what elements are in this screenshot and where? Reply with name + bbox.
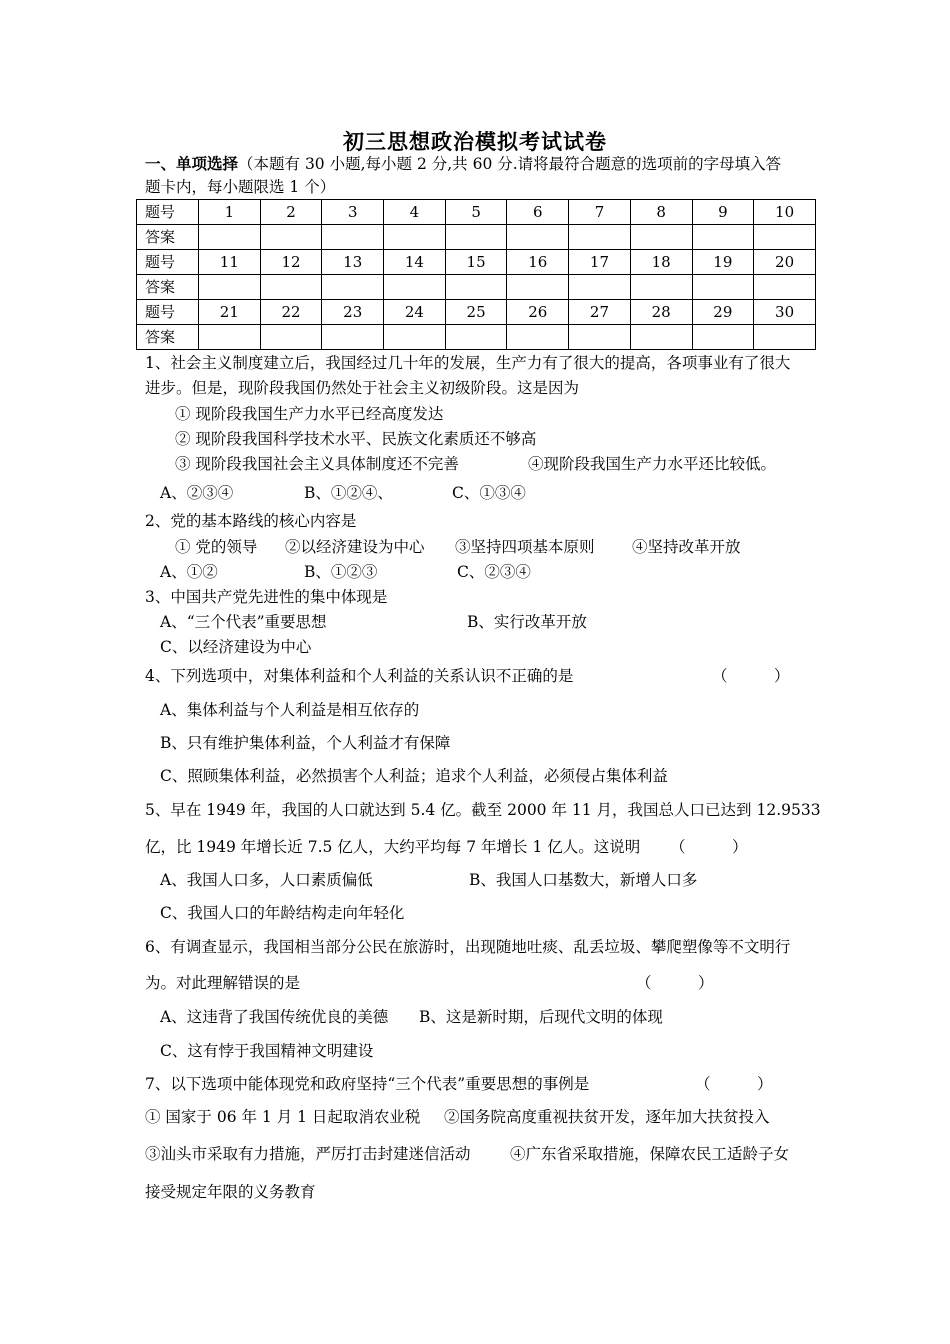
- q7-item-4-cont: 接受规定年限的义务教育: [145, 1183, 316, 1201]
- q4-answer-parentheses: （ ）: [712, 667, 790, 685]
- q2-stem: 2、党的基本路线的核心内容是: [145, 512, 357, 530]
- answer-cell[interactable]: [754, 275, 816, 300]
- q4-option-c: C、照顾集体利益，必然损害个人利益；追求个人利益，必须侵占集体利益: [160, 767, 668, 785]
- q2-item-3: ③坚持四项基本原则: [455, 538, 595, 556]
- answer-cell[interactable]: [569, 275, 631, 300]
- question-number-cell: 21: [199, 300, 261, 325]
- q5-option-b: B、我国人口基数大，新增人口多: [469, 871, 698, 889]
- q1-option-b: B、①②④、: [304, 484, 393, 502]
- answer-cell[interactable]: [754, 225, 816, 250]
- answer-table-answer-row: [137, 275, 816, 300]
- question-number-cell: 26: [507, 300, 569, 325]
- row-label-answer: 答案: [137, 275, 199, 300]
- answer-cell[interactable]: [260, 225, 322, 250]
- q1-stem-1: 1、社会主义制度建立后，我国经过几十年的发展，生产力有了很大的提高，各项事业有了很大: [145, 354, 791, 372]
- q4-option-a: A、集体利益与个人利益是相互依存的: [160, 701, 420, 719]
- q2-item-2: ②以经济建设为中心: [285, 538, 425, 556]
- answer-cell[interactable]: [199, 225, 261, 250]
- q7-item-1: ① 国家于 06 年 1 月 1 日起取消农业税: [145, 1108, 421, 1126]
- answer-cell[interactable]: [199, 325, 261, 350]
- question-number-cell: 19: [692, 250, 754, 275]
- section1-instruction-1: （本题有 30 小题,每小题 2 分,共 60 分.请将最符合题意的选项前的字母填入答: [238, 155, 782, 173]
- answer-cell[interactable]: [630, 275, 692, 300]
- q2-option-b: B、①②③: [304, 563, 378, 581]
- question-number-cell: 10: [754, 200, 816, 225]
- answer-cell[interactable]: [384, 325, 446, 350]
- q1-item-2: ② 现阶段我国科学技术水平、民族文化素质还不够高: [175, 430, 537, 448]
- q6-stem-1: 6、有调查显示，我国相当部分公民在旅游时，出现随地吐痰、乱丢垃圾、攀爬塑像等不文明行: [145, 938, 791, 956]
- answer-cell[interactable]: [384, 225, 446, 250]
- answer-cell[interactable]: [322, 225, 384, 250]
- q1-item-3: ③ 现阶段我国社会主义具体制度还不完善: [175, 455, 459, 473]
- answer-cell[interactable]: [507, 325, 569, 350]
- section1-heading: 一、单项选择: [145, 154, 239, 173]
- question-number-cell: 13: [322, 250, 384, 275]
- answer-table-answer-row: [137, 225, 816, 250]
- row-label-question-number: 题号: [137, 300, 199, 325]
- question-number-cell: 15: [445, 250, 507, 275]
- answer-cell[interactable]: [569, 225, 631, 250]
- q1-stem-2: 进步。但是，现阶段我国仍然处于社会主义初级阶段。这是因为: [145, 379, 580, 397]
- q6-answer-parentheses: （ ）: [636, 974, 714, 992]
- question-number-cell: 29: [692, 300, 754, 325]
- question-number-cell: 17: [569, 250, 631, 275]
- answer-table-number-row: [137, 250, 816, 275]
- answer-cell[interactable]: [445, 225, 507, 250]
- question-number-cell: 5: [445, 200, 507, 225]
- q2-option-c: C、②③④: [457, 563, 531, 581]
- q1-item-1: ① 现阶段我国生产力水平已经高度发达: [175, 405, 444, 423]
- question-number-cell: 28: [630, 300, 692, 325]
- question-number-cell: 1: [199, 200, 261, 225]
- q4-option-b: B、只有维护集体利益，个人利益才有保障: [160, 734, 451, 752]
- page-title: 初三思想政治模拟考试试卷: [343, 129, 607, 154]
- q4-stem: 4、下列选项中，对集体利益和个人利益的关系认识不正确的是: [145, 667, 574, 685]
- q6-option-b: B、这是新时期，后现代文明的体现: [419, 1008, 663, 1026]
- answer-table-number-row: [137, 200, 816, 225]
- question-number-cell: 3: [322, 200, 384, 225]
- answer-cell[interactable]: [569, 325, 631, 350]
- q7-item-2: ②国务院高度重视扶贫开发，逐年加大扶贫投入: [444, 1108, 770, 1126]
- answer-table: [136, 199, 816, 350]
- question-number-cell: 9: [692, 200, 754, 225]
- question-number-cell: 30: [754, 300, 816, 325]
- question-number-cell: 8: [630, 200, 692, 225]
- q5-stem-2: 亿，比 1949 年增长近 7.5 亿人，大约平均每 7 年增长 1 亿人。这说明: [145, 838, 641, 856]
- q6-stem-2: 为。对此理解错误的是: [145, 974, 301, 992]
- answer-cell[interactable]: [445, 325, 507, 350]
- answer-cell[interactable]: [260, 275, 322, 300]
- q1-item-4: ④现阶段我国生产力水平还比较低。: [528, 455, 777, 473]
- q2-item-1: ① 党的领导: [175, 538, 258, 556]
- answer-cell[interactable]: [692, 325, 754, 350]
- question-number-cell: 6: [507, 200, 569, 225]
- q5-answer-parentheses: （ ）: [670, 838, 748, 856]
- q3-stem: 3、中国共产党先进性的集中体现是: [145, 588, 388, 606]
- q6-option-c: C、这有悖于我国精神文明建设: [160, 1042, 374, 1060]
- question-number-cell: 16: [507, 250, 569, 275]
- question-number-cell: 7: [569, 200, 631, 225]
- answer-cell[interactable]: [507, 275, 569, 300]
- section1-header: [145, 153, 781, 175]
- question-number-cell: 22: [260, 300, 322, 325]
- question-number-cell: 14: [384, 250, 446, 275]
- q7-stem: 7、以下选项中能体现党和政府坚持“三个代表”重要思想的事例是: [145, 1075, 590, 1093]
- question-number-cell: 11: [199, 250, 261, 275]
- question-number-cell: 24: [384, 300, 446, 325]
- question-number-cell: 18: [630, 250, 692, 275]
- q5-option-c: C、我国人口的年龄结构走向年轻化: [160, 904, 405, 922]
- answer-cell[interactable]: [507, 225, 569, 250]
- q1-option-a: A、②③④: [160, 484, 234, 502]
- answer-cell[interactable]: [692, 225, 754, 250]
- question-number-cell: 27: [569, 300, 631, 325]
- row-label-question-number: 题号: [137, 200, 199, 225]
- row-label-answer: 答案: [137, 225, 199, 250]
- q5-option-a: A、我国人口多，人口素质偏低: [160, 871, 373, 889]
- q7-item-3: ③汕头市采取有力措施，严厉打击封建迷信活动: [145, 1145, 471, 1163]
- q3-option-a: A、“三个代表”重要思想: [160, 613, 327, 631]
- q3-option-c: C、以经济建设为中心: [160, 638, 312, 656]
- question-number-cell: 2: [260, 200, 322, 225]
- question-number-cell: 23: [322, 300, 384, 325]
- q7-answer-parentheses: （ ）: [695, 1075, 773, 1093]
- answer-cell[interactable]: [630, 325, 692, 350]
- question-number-cell: 4: [384, 200, 446, 225]
- q2-option-a: A、①②: [160, 563, 218, 581]
- question-number-cell: 12: [260, 250, 322, 275]
- answer-cell[interactable]: [754, 325, 816, 350]
- section1-instruction-2: 题卡内，每小题限选 1 个）: [145, 178, 336, 196]
- answer-cell[interactable]: [384, 275, 446, 300]
- q7-item-4: ④广东省采取措施，保障农民工适龄子女: [510, 1145, 790, 1163]
- row-label-answer: 答案: [137, 325, 199, 350]
- question-number-cell: 20: [754, 250, 816, 275]
- answer-table-answer-row: [137, 325, 816, 350]
- question-number-cell: 25: [445, 300, 507, 325]
- answer-table-number-row: [137, 300, 816, 325]
- q1-option-c: C、①③④: [452, 484, 526, 502]
- q6-option-a: A、这违背了我国传统优良的美德: [160, 1008, 389, 1026]
- q2-item-4: ④坚持改革开放: [632, 538, 741, 556]
- q3-option-b: B、实行改革开放: [467, 613, 587, 631]
- answer-cell[interactable]: [692, 275, 754, 300]
- answer-cell[interactable]: [199, 275, 261, 300]
- q5-stem-1: 5、早在 1949 年，我国的人口就达到 5.4 亿。截至 2000 年 11 月，我国总人口已达到 12.9533: [145, 801, 821, 819]
- answer-cell[interactable]: [445, 275, 507, 300]
- answer-cell[interactable]: [322, 325, 384, 350]
- row-label-question-number: 题号: [137, 250, 199, 275]
- answer-cell[interactable]: [630, 225, 692, 250]
- answer-cell[interactable]: [260, 325, 322, 350]
- answer-cell[interactable]: [322, 275, 384, 300]
